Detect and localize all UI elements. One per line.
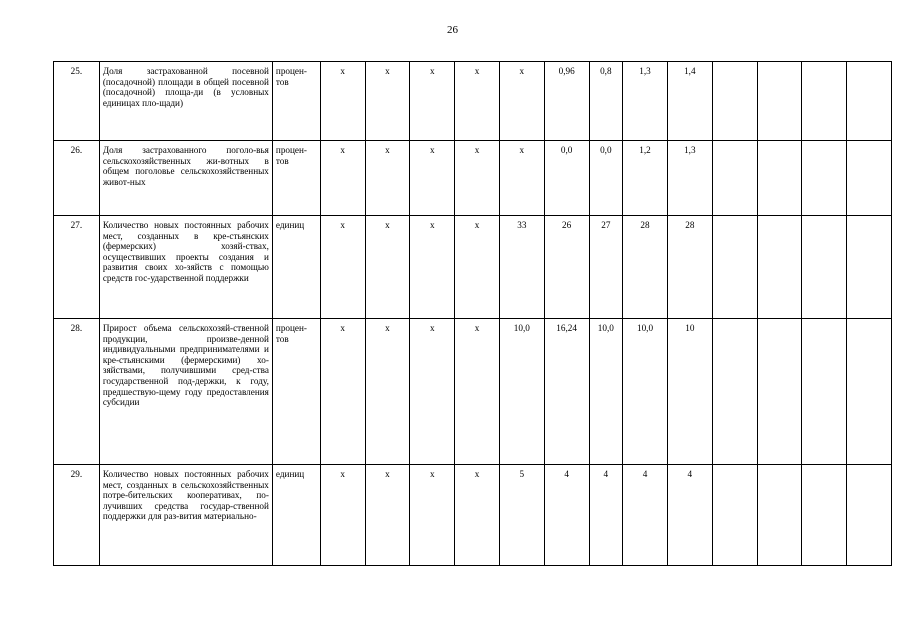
unit-cell: процен-тов — [272, 62, 320, 141]
unit-cell: единиц — [272, 465, 320, 566]
value-cell: 1,2 — [623, 141, 668, 216]
page-number: 26 — [447, 24, 458, 36]
value-cell — [712, 465, 757, 566]
value-cell — [847, 141, 892, 216]
value-cell: 10,0 — [499, 319, 544, 465]
value-cell: 0,0 — [544, 141, 589, 216]
value-cell: х — [410, 319, 455, 465]
value-cell: 1,3 — [623, 62, 668, 141]
value-cell: х — [320, 141, 365, 216]
indicator-name: Количество новых постоянных рабочих мест, созданных в сельскохозяйственных потре-бительских кооперативах, по-лучивших средства государ-ственной поддержки для раз-вития материально- — [99, 465, 272, 566]
value-cell: х — [320, 319, 365, 465]
value-cell: 10,0 — [623, 319, 668, 465]
value-cell: х — [320, 216, 365, 319]
table-row — [54, 141, 892, 216]
value-cell: 28 — [667, 216, 712, 319]
value-cell: х — [499, 62, 544, 141]
value-cell: х — [455, 141, 500, 216]
indicators-table — [53, 61, 892, 566]
indicator-name: Доля застрахованного поголо-вья сельскохозяйственных жи-вотных в общем поголовье сельскохозяйственных живот-ных — [99, 141, 272, 216]
value-cell: х — [365, 216, 410, 319]
value-cell: х — [365, 62, 410, 141]
value-cell — [757, 319, 802, 465]
value-cell — [847, 319, 892, 465]
value-cell — [847, 62, 892, 141]
value-cell — [712, 141, 757, 216]
value-cell: 28 — [623, 216, 668, 319]
value-cell: х — [410, 62, 455, 141]
value-cell — [757, 216, 802, 319]
value-cell: 33 — [499, 216, 544, 319]
value-cell — [802, 62, 847, 141]
table-row — [54, 319, 892, 465]
row-number: 27. — [54, 216, 100, 319]
value-cell: 26 — [544, 216, 589, 319]
value-cell — [757, 465, 802, 566]
value-cell — [802, 319, 847, 465]
value-cell: 16,24 — [544, 319, 589, 465]
value-cell — [847, 465, 892, 566]
value-cell — [757, 62, 802, 141]
value-cell — [847, 216, 892, 319]
value-cell: 0,96 — [544, 62, 589, 141]
value-cell: 0,0 — [589, 141, 623, 216]
indicator-name: Количество новых постоянных рабочих мест, созданных в кре-стьянских (фермерских) хозяй-ствах, осуществивших проекты создания и развития своих хо-зяйств с помощью средств гос-ударственной поддержки — [99, 216, 272, 319]
value-cell — [712, 62, 757, 141]
value-cell: 10 — [667, 319, 712, 465]
value-cell — [802, 465, 847, 566]
value-cell: 4 — [589, 465, 623, 566]
value-cell: х — [320, 465, 365, 566]
value-cell — [712, 319, 757, 465]
value-cell: х — [455, 465, 500, 566]
value-cell — [757, 141, 802, 216]
value-cell: 0,8 — [589, 62, 623, 141]
row-number: 26. — [54, 141, 100, 216]
value-cell: 4 — [544, 465, 589, 566]
value-cell: х — [410, 465, 455, 566]
table-row — [54, 465, 892, 566]
value-cell — [802, 216, 847, 319]
value-cell: х — [455, 216, 500, 319]
value-cell — [802, 141, 847, 216]
unit-cell: процен-тов — [272, 141, 320, 216]
value-cell: 5 — [499, 465, 544, 566]
value-cell — [712, 216, 757, 319]
value-cell: 27 — [589, 216, 623, 319]
table-row — [54, 216, 892, 319]
unit-cell: единиц — [272, 216, 320, 319]
row-number: 28. — [54, 319, 100, 465]
value-cell: 1,3 — [667, 141, 712, 216]
value-cell: х — [499, 141, 544, 216]
unit-cell: процен-тов — [272, 319, 320, 465]
row-number: 25. — [54, 62, 100, 141]
value-cell: х — [365, 141, 410, 216]
row-number: 29. — [54, 465, 100, 566]
value-cell: х — [410, 141, 455, 216]
value-cell: х — [410, 216, 455, 319]
indicator-name: Доля застрахованной посевной (посадочной) площади в общей посевной (посадочной) площа-ди (в условных единицах пло-щади) — [99, 62, 272, 141]
value-cell: х — [320, 62, 365, 141]
value-cell: х — [365, 319, 410, 465]
value-cell: х — [365, 465, 410, 566]
value-cell: х — [455, 319, 500, 465]
table-row — [54, 62, 892, 141]
value-cell: 1,4 — [667, 62, 712, 141]
value-cell: 4 — [623, 465, 668, 566]
value-cell: 10,0 — [589, 319, 623, 465]
indicator-name: Прирост объема сельскохозяй-ственной продукции, произве-денной индивидуальными предпринимателями и кре-стьянскими (фермерскими) хо-зяйствами, получившими сред-ства государственной под-держки, к году, предшествую-щему году предоставления субсидии — [99, 319, 272, 465]
value-cell: х — [455, 62, 500, 141]
value-cell: 4 — [667, 465, 712, 566]
